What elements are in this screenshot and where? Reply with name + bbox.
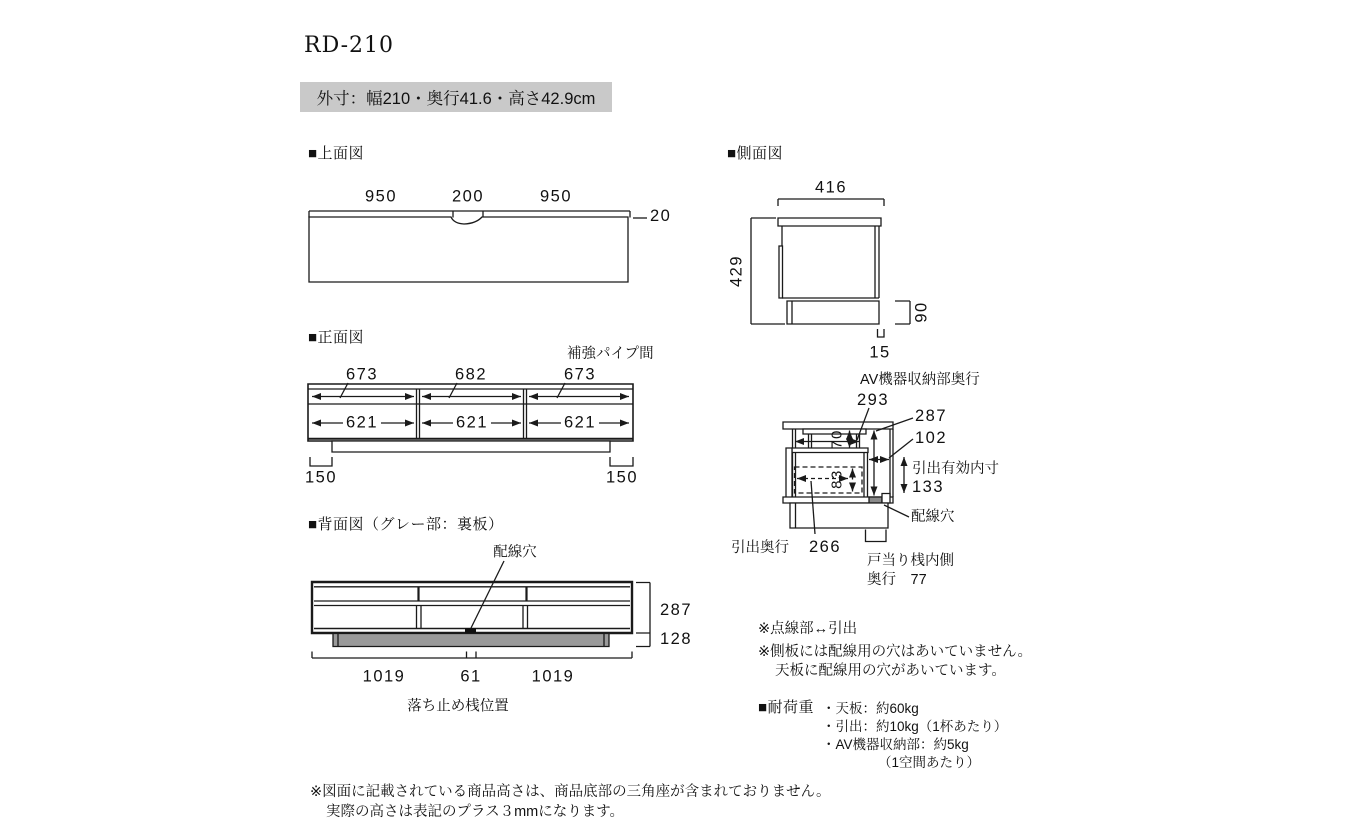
side-dim-width: 416 xyxy=(814,178,848,197)
detail-view-drawing xyxy=(783,408,913,542)
back-span-right: 1019 xyxy=(531,667,575,686)
back-caption: 落ち止め桟位置 xyxy=(407,698,509,715)
detail-av-depth: 293 xyxy=(857,391,890,409)
detail-back-gap: 102 xyxy=(915,429,948,447)
load-item-top: ・天板：約60kg xyxy=(822,701,919,716)
top-dim-left: 950 xyxy=(364,187,398,206)
back-span-left: 1019 xyxy=(362,667,406,686)
load-item-av-per-space: （1空間あたり） xyxy=(878,755,981,770)
note-side-hole-1: ※側板には配線用の穴はあいていません。 xyxy=(758,644,1033,660)
side-view-heading: ■側面図 xyxy=(727,145,784,162)
back-view-heading: ■背面図（グレー部：裏板） xyxy=(308,516,504,533)
front-inset-right: 150 xyxy=(605,468,639,487)
load-heading: ■耐荷重 xyxy=(758,699,815,716)
top-dim-center: 200 xyxy=(451,187,485,206)
front-drawer1: 621 xyxy=(343,414,381,433)
detail-drawer-inner-height: 83 xyxy=(828,469,846,489)
back-lower-height: 128 xyxy=(660,630,693,648)
detail-av-label: AV機器収納部奥行 xyxy=(860,372,980,388)
outer-dimensions-banner: 外寸：幅210・奥行41.6・高さ42.9cm xyxy=(300,82,612,112)
detail-hole-label: 配線穴 xyxy=(911,509,955,525)
detail-drawer-depth: 266 xyxy=(809,538,842,556)
back-upper-height: 287 xyxy=(660,601,693,619)
front-inset-left: 150 xyxy=(304,468,338,487)
detail-inner-height: 287 xyxy=(915,407,948,425)
side-view-drawing xyxy=(751,199,910,337)
back-span-center: 61 xyxy=(460,667,482,686)
page-title: RD-210 xyxy=(304,33,395,58)
load-item-drawer: ・引出：約10kg（1杯あたり） xyxy=(822,719,1008,734)
note-dotted-line: ※点線部↔引出 xyxy=(758,621,858,637)
top-view-heading: ■上面図 xyxy=(308,145,365,162)
side-dim-height: 429 xyxy=(727,254,746,288)
top-dim-right: 950 xyxy=(539,187,573,206)
top-dim-thickness: 20 xyxy=(650,207,672,225)
detail-doorstop-label: 戸当り桟内側 xyxy=(867,553,954,569)
detail-drawer-depth-label: 引出奥行 xyxy=(731,540,789,556)
top-view-drawing xyxy=(309,211,647,282)
front-bay3: 673 xyxy=(563,365,597,384)
back-hole-label: 配線穴 xyxy=(493,544,537,561)
detail-effective-height: 133 xyxy=(912,478,945,496)
front-pipe-label: 補強パイプ間 xyxy=(567,346,654,362)
front-bay2: 682 xyxy=(454,365,488,384)
detail-doorstop-depth: 奥行 77 xyxy=(867,572,927,588)
detail-pipe-clearance: 70 xyxy=(828,429,846,449)
front-drawer3: 621 xyxy=(561,414,599,433)
side-dim-base: 90 xyxy=(912,301,931,323)
load-item-av: ・AV機器収納部：約5kg xyxy=(822,737,969,752)
footer-note-2: 実際の高さは表記のプラス３mmになります。 xyxy=(326,804,625,820)
front-bay1: 673 xyxy=(345,365,379,384)
front-view-heading: ■正面図 xyxy=(308,329,365,346)
footer-note-1: ※図面に記載されている商品高さは、商品底部の三角座が含まれておりません。 xyxy=(310,784,831,800)
note-side-hole-2: 天板に配線用の穴があいています。 xyxy=(775,663,1006,679)
detail-effective-label: 引出有効内寸 xyxy=(912,461,999,477)
front-drawer2: 621 xyxy=(453,414,491,433)
back-view-drawing xyxy=(312,561,650,658)
side-dim-foot: 15 xyxy=(869,343,891,362)
